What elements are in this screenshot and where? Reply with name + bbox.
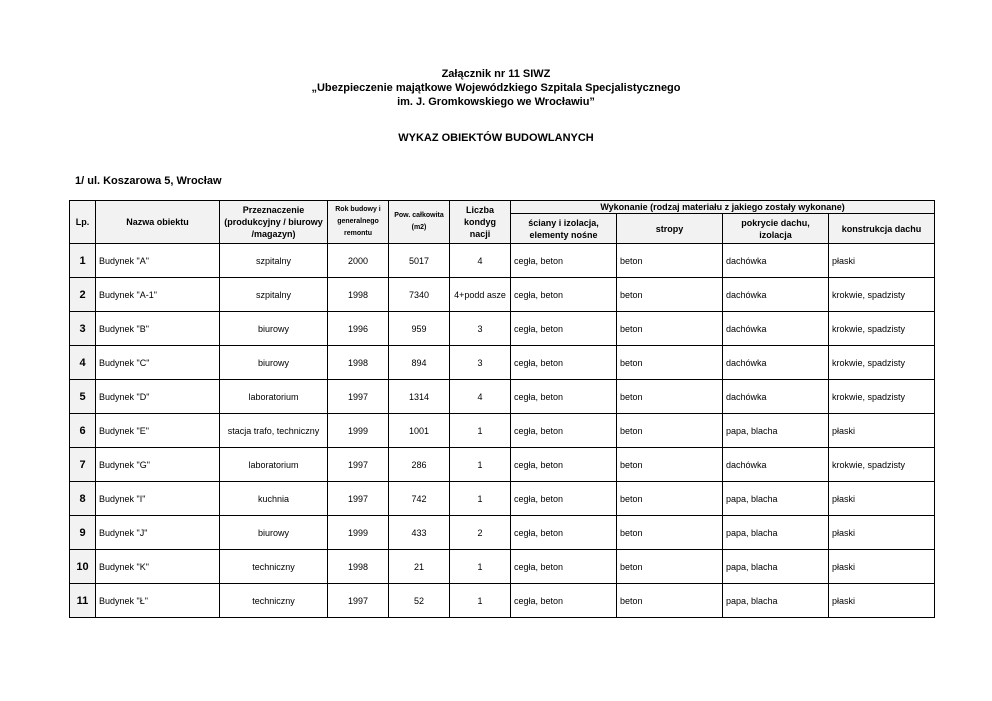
- cell-roofing: papa, blacha: [723, 584, 829, 618]
- cell-purpose: techniczny: [220, 584, 328, 618]
- cell-year: 1999: [328, 516, 389, 550]
- cell-floors: 1: [450, 482, 511, 516]
- cell-roofing: papa, blacha: [723, 482, 829, 516]
- cell-name: Budynek "E": [96, 414, 220, 448]
- cell-roofing: papa, blacha: [723, 550, 829, 584]
- cell-area: 1314: [389, 380, 450, 414]
- cell-roof: płaski: [829, 584, 935, 618]
- cell-roof: płaski: [829, 550, 935, 584]
- cell-purpose: szpitalny: [220, 278, 328, 312]
- cell-ceilings: beton: [617, 584, 723, 618]
- cell-floors: 1: [450, 448, 511, 482]
- cell-roof: krokwie, spadzisty: [829, 312, 935, 346]
- cell-purpose: szpitalny: [220, 244, 328, 278]
- cell-purpose: laboratorium: [220, 448, 328, 482]
- header-roofing: pokrycie dachu, izolacja: [723, 214, 829, 244]
- table-row: [70, 414, 935, 448]
- cell-walls: cegła, beton: [511, 278, 617, 312]
- header-roof-structure: konstrukcja dachu: [829, 214, 935, 244]
- cell-walls: cegła, beton: [511, 584, 617, 618]
- cell-roofing: papa, blacha: [723, 516, 829, 550]
- cell-walls: cegła, beton: [511, 380, 617, 414]
- cell-ceilings: beton: [617, 482, 723, 516]
- cell-area: 21: [389, 550, 450, 584]
- cell-purpose: techniczny: [220, 550, 328, 584]
- cell-ceilings: beton: [617, 278, 723, 312]
- cell-lp: 8: [70, 482, 96, 516]
- cell-year: 1997: [328, 584, 389, 618]
- annex-title: Załącznik nr 11 SIWZ: [441, 68, 551, 80]
- cell-year: 2000: [328, 244, 389, 278]
- header-walls: ściany i izolacja, elementy nośne: [511, 214, 617, 244]
- header-lp: Lp.: [70, 201, 96, 244]
- cell-floors: 3: [450, 346, 511, 380]
- cell-year: 1997: [328, 380, 389, 414]
- cell-name: Budynek "Ł": [96, 584, 220, 618]
- table-row: [70, 244, 935, 278]
- cell-lp: 1: [70, 244, 96, 278]
- cell-walls: cegła, beton: [511, 346, 617, 380]
- cell-purpose: biurowy: [220, 346, 328, 380]
- cell-year: 1998: [328, 346, 389, 380]
- cell-name: Budynek "B": [96, 312, 220, 346]
- cell-ceilings: beton: [617, 244, 723, 278]
- header-floors: Liczba kondyg nacji: [450, 201, 511, 244]
- section-address: 1/ ul. Koszarowa 5, Wrocław: [75, 175, 222, 187]
- cell-name: Budynek "I": [96, 482, 220, 516]
- cell-roof: krokwie, spadzisty: [829, 448, 935, 482]
- cell-name: Budynek "A-1": [96, 278, 220, 312]
- cell-ceilings: beton: [617, 550, 723, 584]
- table-row: [70, 584, 935, 618]
- cell-walls: cegła, beton: [511, 448, 617, 482]
- cell-name: Budynek "J": [96, 516, 220, 550]
- cell-purpose: biurowy: [220, 516, 328, 550]
- cell-area: 433: [389, 516, 450, 550]
- header-name: Nazwa obiektu: [96, 201, 220, 244]
- cell-roofing: papa, blacha: [723, 414, 829, 448]
- cell-floors: 4+podd asze: [450, 278, 511, 312]
- cell-lp: 3: [70, 312, 96, 346]
- table-row: [70, 312, 935, 346]
- document-header: [0, 67, 992, 109]
- cell-lp: 7: [70, 448, 96, 482]
- header-purpose: Przeznaczenie (produkcyjny / biurowy /magazyn): [220, 201, 328, 244]
- cell-area: 7340: [389, 278, 450, 312]
- cell-ceilings: beton: [617, 312, 723, 346]
- cell-ceilings: beton: [617, 448, 723, 482]
- cell-year: 1998: [328, 278, 389, 312]
- cell-ceilings: beton: [617, 516, 723, 550]
- cell-lp: 10: [70, 550, 96, 584]
- cell-walls: cegła, beton: [511, 312, 617, 346]
- cell-ceilings: beton: [617, 346, 723, 380]
- cell-name: Budynek "G": [96, 448, 220, 482]
- cell-area: 1001: [389, 414, 450, 448]
- cell-name: Budynek "C": [96, 346, 220, 380]
- cell-roof: płaski: [829, 244, 935, 278]
- table-row: [70, 550, 935, 584]
- cell-ceilings: beton: [617, 380, 723, 414]
- cell-year: 1997: [328, 482, 389, 516]
- cell-area: 5017: [389, 244, 450, 278]
- cell-lp: 5: [70, 380, 96, 414]
- table-header-row: [70, 201, 935, 214]
- cell-roofing: dachówka: [723, 346, 829, 380]
- cell-walls: cegła, beton: [511, 550, 617, 584]
- cell-ceilings: beton: [617, 414, 723, 448]
- cell-area: 286: [389, 448, 450, 482]
- cell-walls: cegła, beton: [511, 414, 617, 448]
- cell-year: 1996: [328, 312, 389, 346]
- cell-area: 959: [389, 312, 450, 346]
- cell-roofing: dachówka: [723, 448, 829, 482]
- cell-roofing: dachówka: [723, 278, 829, 312]
- cell-area: 894: [389, 346, 450, 380]
- table-row: [70, 516, 935, 550]
- cell-name: Budynek "D": [96, 380, 220, 414]
- cell-roof: płaski: [829, 414, 935, 448]
- cell-roof: płaski: [829, 516, 935, 550]
- cell-lp: 2: [70, 278, 96, 312]
- cell-roofing: dachówka: [723, 312, 829, 346]
- table-row: [70, 278, 935, 312]
- table-row: [70, 380, 935, 414]
- cell-purpose: biurowy: [220, 312, 328, 346]
- cell-year: 1997: [328, 448, 389, 482]
- cell-roof: krokwie, spadzisty: [829, 380, 935, 414]
- cell-area: 742: [389, 482, 450, 516]
- cell-roof: krokwie, spadzisty: [829, 346, 935, 380]
- list-title: WYKAZ OBIEKTÓW BUDOWLANYCH: [398, 132, 594, 144]
- cell-roofing: dachówka: [723, 380, 829, 414]
- cell-name: Budynek "K": [96, 550, 220, 584]
- cell-lp: 9: [70, 516, 96, 550]
- cell-lp: 4: [70, 346, 96, 380]
- table-row: [70, 482, 935, 516]
- cell-area: 52: [389, 584, 450, 618]
- header-year: Rok budowy i generalnego remontu: [328, 201, 389, 244]
- cell-purpose: laboratorium: [220, 380, 328, 414]
- cell-year: 1999: [328, 414, 389, 448]
- cell-floors: 1: [450, 550, 511, 584]
- cell-floors: 4: [450, 380, 511, 414]
- cell-floors: 4: [450, 244, 511, 278]
- table-row: [70, 346, 935, 380]
- cell-walls: cegła, beton: [511, 482, 617, 516]
- cell-walls: cegła, beton: [511, 516, 617, 550]
- tender-title-line-2: im. J. Gromkowskiego we Wrocławiu”: [397, 96, 595, 108]
- cell-floors: 1: [450, 584, 511, 618]
- cell-walls: cegła, beton: [511, 244, 617, 278]
- header-ceilings: stropy: [617, 214, 723, 244]
- cell-roof: płaski: [829, 482, 935, 516]
- table-row: [70, 448, 935, 482]
- cell-roofing: dachówka: [723, 244, 829, 278]
- cell-roof: krokwie, spadzisty: [829, 278, 935, 312]
- cell-floors: 2: [450, 516, 511, 550]
- cell-floors: 3: [450, 312, 511, 346]
- header-area: Pow. całkowita (m2): [389, 201, 450, 244]
- cell-lp: 11: [70, 584, 96, 618]
- buildings-table: [69, 200, 935, 618]
- cell-purpose: stacja trafo, techniczny: [220, 414, 328, 448]
- cell-name: Budynek "A": [96, 244, 220, 278]
- header-execution: Wykonanie (rodzaj materiału z jakiego zostały wykonane): [511, 201, 935, 214]
- cell-floors: 1: [450, 414, 511, 448]
- tender-title-line-1: „Ubezpieczenie majątkowe Wojewódzkiego Szpitala Specjalistycznego: [311, 82, 681, 94]
- cell-purpose: kuchnia: [220, 482, 328, 516]
- cell-lp: 6: [70, 414, 96, 448]
- cell-year: 1998: [328, 550, 389, 584]
